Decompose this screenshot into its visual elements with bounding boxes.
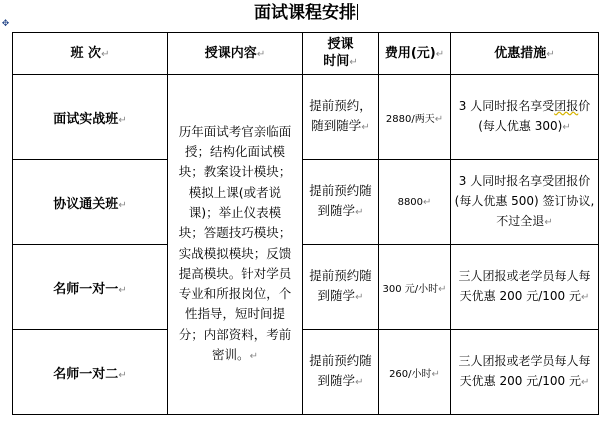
header-fee: 费用(元)↵: [379, 33, 451, 75]
row-discount: 3 人同时报名享受团报价(每人优惠 500) 签订协议,不过全退↵: [451, 160, 599, 245]
text-cursor: [357, 4, 358, 20]
table-row: [13, 160, 599, 245]
table-move-handle-icon[interactable]: ✥: [1, 19, 10, 29]
row-name: 面试实战班↵: [13, 75, 168, 160]
header-content: 授课内容↵: [168, 33, 303, 75]
row-fee: 8800↵: [379, 160, 451, 245]
row-method: 提前预约随到随学↵: [303, 160, 379, 245]
table-row: [13, 75, 599, 160]
course-content-cell: 历年面试考官亲临面授；结构化面试模块；教案设计模块；模拟上课(或者说课)；举止仪表模块；答题技巧模块；实战模拟模块；反馈提高模块。针对学员专业和所报岗位，个性指导，短时间提分；内部资料，考前密训。↵: [168, 75, 303, 415]
row-discount: 三人团报或老学员每人每天优惠 200 元/100 元↵: [451, 330, 599, 415]
row-fee: 300 元/小时↵: [379, 245, 451, 330]
header-row: [13, 33, 599, 75]
row-discount: 三人团报或老学员每人每天优惠 200 元/100 元↵: [451, 245, 599, 330]
row-method: 提前预约随到随学↵: [303, 330, 379, 415]
row-name: 协议通关班↵: [13, 160, 168, 245]
table-row: [13, 330, 599, 415]
table-row: [13, 245, 599, 330]
row-name: 名师一对二↵: [13, 330, 168, 415]
title-text: 面试课程安排: [254, 3, 356, 23]
course-schedule-table: [12, 32, 599, 415]
row-discount: 3 人同时报名享受团报价(每人优惠 300)↵: [451, 75, 599, 160]
spell-check-underline: 团报: [554, 99, 579, 113]
row-name: 名师一对一↵: [13, 245, 168, 330]
header-class: 班 次↵: [13, 33, 168, 75]
row-fee: 260/小时↵: [379, 330, 451, 415]
header-time: 授课 时间↵: [303, 33, 379, 75]
header-discount: 优惠措施↵: [451, 33, 599, 75]
row-method: 提前预约随到随学↵: [303, 245, 379, 330]
page-title: [0, 0, 612, 26]
row-method: 提前预约，随到随学↵: [303, 75, 379, 160]
row-fee: 2880/两天↵: [379, 75, 451, 160]
